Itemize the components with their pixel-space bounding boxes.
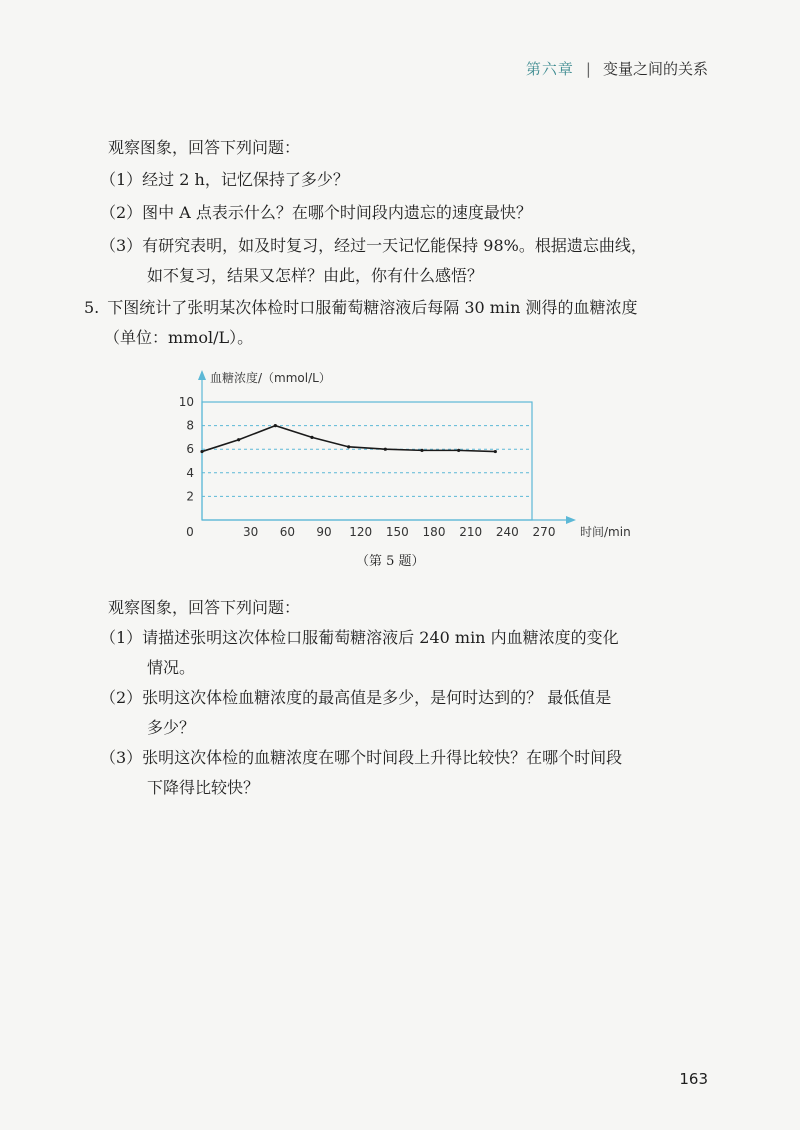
x-tick-label: 270 xyxy=(532,525,556,539)
data-point xyxy=(200,450,203,453)
data-point xyxy=(494,450,497,453)
chapter-header xyxy=(526,58,708,79)
x-tick-label: 30 xyxy=(243,525,259,539)
blood-sugar-chart xyxy=(178,360,631,554)
y-tick-label: 4 xyxy=(186,465,194,480)
data-point xyxy=(310,436,313,439)
data-point xyxy=(457,449,460,452)
block1-prompt: 观察图象，回答下列问题： xyxy=(108,138,301,157)
y-tick-label: 8 xyxy=(186,418,194,433)
block2-question-1-line1: （1）请描述张明这次体检口服葡萄糖溶液后 240 min 内血糖浓度的变化 xyxy=(100,628,619,647)
data-point xyxy=(347,445,350,448)
plot-frame xyxy=(202,402,532,520)
page-number: 163 xyxy=(679,1070,708,1088)
data-point xyxy=(384,448,387,451)
block2-prompt: 观察图象，回答下列问题： xyxy=(108,598,301,617)
block2-question-3-line2: 下降得比较快？ xyxy=(147,778,260,797)
chapter-title: 变量之间的关系 xyxy=(602,60,708,78)
y-axis-arrow xyxy=(198,370,206,380)
block2-question-2-line2: 多少？ xyxy=(147,718,196,737)
block2-question-2-line1: （2）张明这次体检血糖浓度的最高值是多少，是何时达到的？ 最低值是 xyxy=(100,688,612,707)
problem5-line1 xyxy=(84,298,637,318)
x-axis-label: 时间/min xyxy=(580,525,631,539)
header-separator: | xyxy=(585,59,591,78)
problem5-line2: （单位：mmol/L）。 xyxy=(104,328,254,347)
x-tick-label: 90 xyxy=(316,525,332,539)
block2-question-3-line1: （3）张明这次体检的血糖浓度在哪个时间段上升得比较快？在哪个时间段 xyxy=(100,748,623,767)
x-tick-label: 150 xyxy=(385,525,409,539)
y-tick-label: 6 xyxy=(186,442,194,457)
block1-question-3-line1: （3）有研究表明，如及时复习，经过一天记忆能保持 98%。根据遗忘曲线， xyxy=(100,236,647,255)
x-tick-label: 60 xyxy=(279,525,295,539)
y-tick-label: 10 xyxy=(178,395,194,409)
y-tick-label: 2 xyxy=(186,489,194,504)
problem5-number: 5. xyxy=(84,298,100,317)
x-tick-label: 180 xyxy=(422,525,446,539)
problem5-text: 下图统计了张明某次体检时口服葡萄糖溶液后每隔 30 min 测得的血糖浓度 xyxy=(107,298,638,317)
block1-question-3-line2: 如不复习，结果又怎样？由此，你有什么感悟？ xyxy=(147,266,484,285)
block2-question-1-line2: 情况。 xyxy=(147,658,196,677)
x-tick-label: 120 xyxy=(349,525,373,539)
data-point xyxy=(274,424,277,427)
x-tick-label: 240 xyxy=(495,525,519,539)
x-tick-label: 210 xyxy=(459,525,483,539)
y-axis-label: 血糖浓度/（mmol/L） xyxy=(210,371,331,385)
block1-question-1: （1）经过 2 h，记忆保持了多少？ xyxy=(100,170,349,189)
data-point xyxy=(420,449,423,452)
block1-question-2: （2）图中 A 点表示什么？在哪个时间段内遗忘的速度最快？ xyxy=(100,203,532,222)
chapter-number: 第六章 xyxy=(525,60,574,78)
chart-svg xyxy=(178,360,631,550)
data-point xyxy=(237,438,240,441)
x-axis-arrow xyxy=(566,516,576,524)
figure-caption: （第 5 题） xyxy=(356,554,425,569)
origin-label: 0 xyxy=(186,525,194,539)
